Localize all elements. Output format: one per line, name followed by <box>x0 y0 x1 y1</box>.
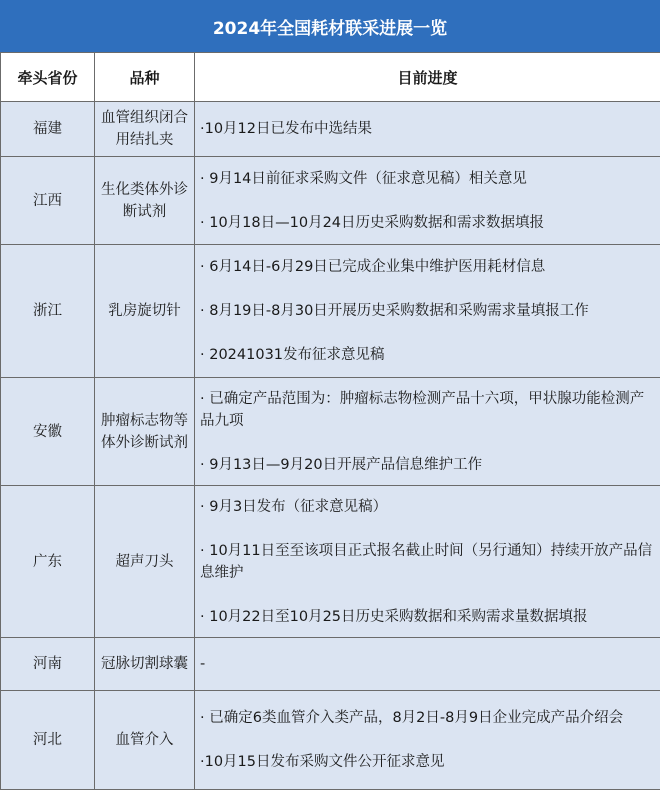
province-cell: 安徽 <box>1 378 95 486</box>
item-cell <box>95 691 195 790</box>
progress-entry: · 10月11日至至该项目正式报名截止时间（另行通知）持续开放产品信息维护 <box>200 540 654 584</box>
table-row <box>1 157 660 245</box>
province-cell: 福建 <box>1 102 95 157</box>
progress-cell <box>195 102 660 157</box>
province-cell: 江西 <box>1 157 95 245</box>
table-row <box>1 102 660 157</box>
progress-entry: ·10月12日已发布中选结果 <box>200 118 654 140</box>
item-cell <box>95 486 195 638</box>
progress-cell <box>195 638 660 691</box>
table-row <box>1 691 660 790</box>
item-text: 血管介入 <box>95 729 194 751</box>
item-text: 生化类体外诊断试剂 <box>95 179 194 223</box>
item-cell <box>95 245 195 378</box>
table-row <box>1 638 660 691</box>
table-row <box>1 486 660 638</box>
province-cell: 广东 <box>1 486 95 638</box>
progress-cell <box>195 486 660 638</box>
progress-table <box>0 52 660 790</box>
item-cell <box>95 638 195 691</box>
province-cell: 浙江 <box>1 245 95 378</box>
item-text: 超声刀头 <box>95 551 194 573</box>
province-cell: 河南 <box>1 638 95 691</box>
progress-cell <box>195 378 660 486</box>
header-item: 品种 <box>95 53 195 102</box>
progress-cell <box>195 245 660 378</box>
header-row <box>1 53 660 102</box>
table-title: 2024年全国耗材联采进展一览 <box>0 0 660 52</box>
item-text: 冠脉切割球囊 <box>95 653 194 675</box>
progress-entry: · 9月13日—9月20日开展产品信息维护工作 <box>200 454 654 476</box>
item-text: 肿瘤标志物等体外诊断试剂 <box>95 410 194 454</box>
progress-entry: · 10月22日至10月25日历史采购数据和采购需求量数据填报 <box>200 606 654 628</box>
progress-entry: · 20241031发布征求意见稿 <box>200 344 654 366</box>
header-province: 牵头省份 <box>1 53 95 102</box>
province-cell: 河北 <box>1 691 95 790</box>
progress-entry: · 9月3日发布（征求意见稿） <box>200 496 654 518</box>
item-cell <box>95 157 195 245</box>
progress-entry: · 已确定6类血管介入类产品，8月2日-8月9日企业完成产品介绍会 <box>200 707 654 729</box>
progress-entry: · 已确定产品范围为：肿瘤标志物检测产品十六项，甲状腺功能检测产品九项 <box>200 388 654 432</box>
table-row <box>1 378 660 486</box>
progress-entry: ·10月15日发布采购文件公开征求意见 <box>200 751 654 773</box>
table-row <box>1 245 660 378</box>
item-cell <box>95 378 195 486</box>
progress-entry: - <box>200 653 654 675</box>
header-progress: 目前进度 <box>195 53 660 102</box>
progress-cell <box>195 691 660 790</box>
progress-entry: · 6月14日-6月29日已完成企业集中维护医用耗材信息 <box>200 256 654 278</box>
progress-entry: · 9月14日前征求采购文件（征求意见稿）相关意见 <box>200 168 654 190</box>
progress-cell <box>195 157 660 245</box>
progress-entry: · 10月18日—10月24日历史采购数据和需求数据填报 <box>200 212 654 234</box>
item-text: 血管组织闭合用结扎夹 <box>95 107 194 151</box>
progress-entry: · 8月19日-8月30日开展历史采购数据和采购需求量填报工作 <box>200 300 654 322</box>
item-cell <box>95 102 195 157</box>
item-text: 乳房旋切针 <box>95 300 194 322</box>
